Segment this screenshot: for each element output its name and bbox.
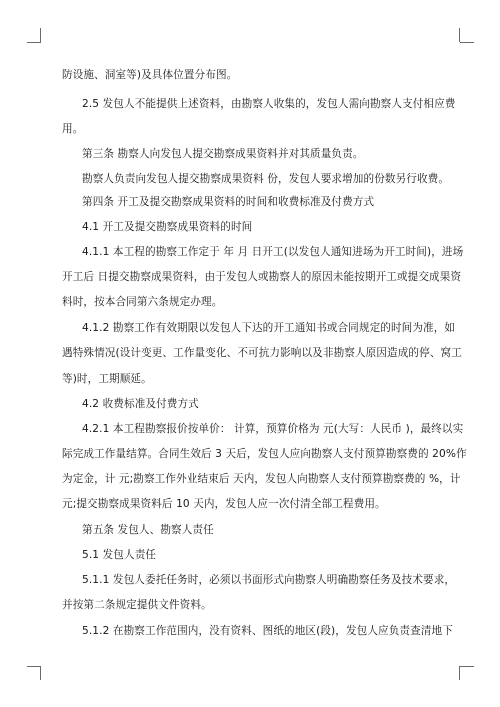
text-line: 遇特殊情况(设计变更、工作量变化、不可抗力影响以及非勘察人原因造成的停、窝工 — [62, 347, 462, 359]
crop-mark-top-right-horizontal — [460, 42, 474, 43]
subsection-heading: 4.1 开工及提交勘察成果资料的时间 — [82, 221, 253, 233]
crop-mark-bottom-right-vertical — [459, 666, 460, 680]
text-line: 4.1.2 勘察工作有效期限以发包人下达的开工通知书或合同规定的时间为准，如 — [82, 322, 456, 334]
text-line: 5.1.2 在勘察工作范围内，没有资料、图纸的地区(段)，发包人应负责查清地下 — [82, 625, 453, 637]
crop-mark-top-left-vertical — [40, 28, 41, 42]
text-line: 用。 — [62, 123, 84, 135]
text-line: 5.1.1 发包人委托任务时，必须以书面形式向勘察人明确勘察任务及技术要求， — [82, 574, 456, 586]
crop-mark-top-right-vertical — [459, 28, 460, 42]
text-line: 际完成工作量结算。合同生效后 3 天后，发包人应向勘察人支付预算勘察费的 20%作 — [62, 448, 467, 460]
crop-mark-bottom-right-horizontal — [460, 666, 474, 667]
text-line: 防设施、洞室等)及具体位置分布图。 — [62, 69, 238, 81]
text-line: 元;提交勘察成果资料后 10 天内，发包人应一次付清全部工程费用。 — [62, 498, 386, 510]
section-heading: 第三条 勘察人向发包人提交勘察成果资料并对其质量负责。 — [82, 148, 364, 160]
text-line: 2.5 发包人不能提供上述资料，由勘察人收集的，发包人需向勘察人支付相应费 — [82, 98, 456, 110]
text-line: 料时，按本合同第六条规定办理。 — [62, 296, 223, 308]
text-line: 为定金，计 元;勘察工作外业结束后 天内，发包人向勘察人支付预算勘察费的 %，计 — [62, 473, 461, 485]
text-line: 4.2.1 本工程勘察报价按单价： 计算，预算价格为 元(大写：人民币 )，最终以实 — [82, 423, 464, 435]
crop-mark-top-left-horizontal — [27, 42, 41, 43]
section-heading: 第五条 发包人、勘察人责任 — [82, 524, 214, 536]
text-line: 等)时，工期顺延。 — [62, 373, 152, 385]
crop-mark-bottom-left-horizontal — [27, 666, 41, 667]
subsection-heading: 4.2 收费标准及付费方式 — [82, 398, 199, 410]
text-line: 勘察人负责向发包人提交勘察成果资料 份，发包人要求增加的份数另行收费。 — [82, 173, 450, 185]
crop-mark-bottom-left-vertical — [40, 666, 41, 680]
section-heading: 第四条 开工及提交勘察成果资料的时间和收费标准及付费方式 — [82, 196, 375, 208]
text-line: 4.1.1 本工程的勘察工作定于 年 月 日开工(以发包人通知进场为开工时间)，进场 — [82, 246, 464, 258]
text-line: 开工后 日提交勘察成果资料，由于发包人或勘察人的原因未能按期开工或提交成果资 — [62, 271, 462, 283]
text-line: 并按第二条规定提供文件资料。 — [62, 599, 212, 611]
subsection-heading: 5.1 发包人责任 — [82, 549, 157, 561]
